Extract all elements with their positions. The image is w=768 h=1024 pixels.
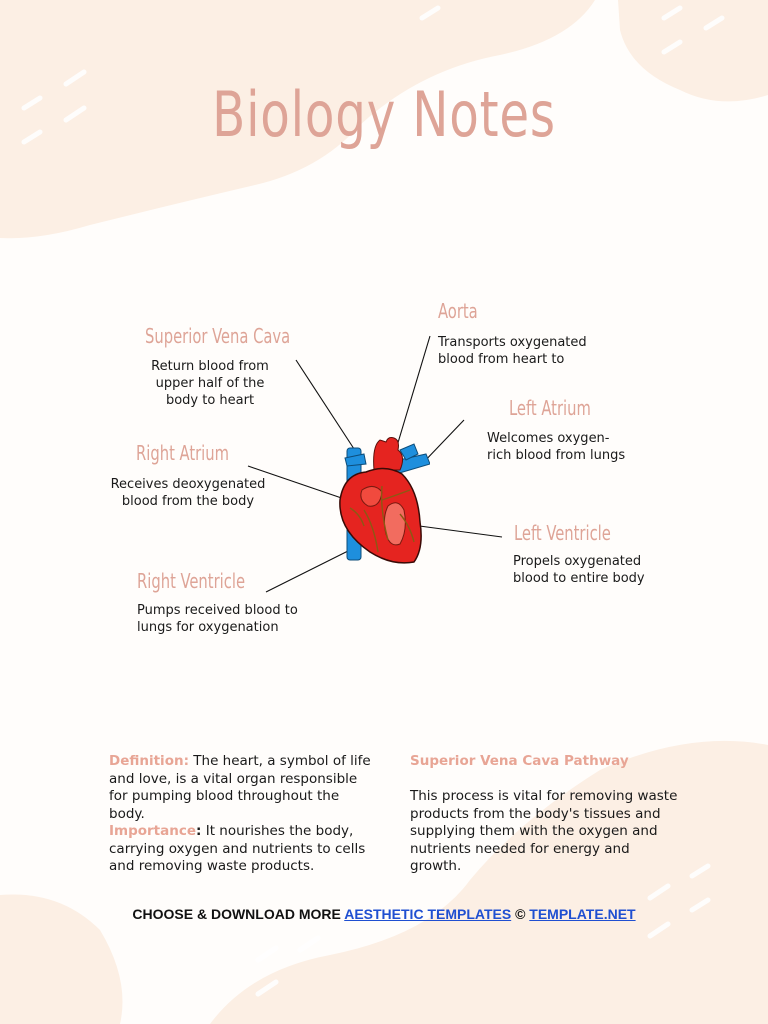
definition-text: The heart, a symbol of life and love, is a vital organ responsible for pumping blood throughout the body.	[109, 753, 371, 822]
aorta-description: Transports oxygenated blood from heart to	[438, 335, 587, 367]
right-atrium-description: Receives deoxygenated blood from the body	[110, 477, 266, 509]
pathway-text: This process is vital for removing waste products from the body's tissues and supplying them with the oxygen and nutrients needed for energy and growth.	[410, 788, 678, 874]
left-atrium-title: Left Atrium	[509, 396, 591, 420]
right-ventricle-title: Right Ventricle	[137, 569, 246, 593]
heart-illustration	[330, 430, 430, 570]
importance-paragraph	[109, 823, 371, 876]
footer-copyright: ©	[511, 906, 530, 922]
footer-banner	[0, 906, 768, 922]
svc-title: Superior Vena Cava	[145, 324, 291, 348]
right-ventricle-description: Pumps received blood to lungs for oxygenation	[137, 603, 298, 635]
aorta-title: Aorta	[438, 299, 478, 323]
importance-text: It nourishes the body, carrying oxygen and nutrients to cells and removing waste products.	[109, 823, 366, 874]
importance-label: Importance	[109, 823, 197, 839]
left-ventricle-description: Propels oxygenated blood to entire body	[513, 554, 645, 586]
left-atrium-description: Welcomes oxygen-rich blood from lungs	[487, 431, 626, 463]
definition-paragraph	[109, 753, 379, 823]
definition-label: Definition:	[109, 753, 189, 769]
importance-colon: :	[196, 823, 202, 839]
right-atrium-title: Right Atrium	[136, 441, 230, 465]
left-ventricle-title: Left Ventricle	[514, 521, 611, 545]
pathway-title: Superior Vena Cava Pathway	[410, 753, 629, 769]
template-net-link[interactable]: TEMPLATE.NET	[529, 906, 636, 922]
svc-description: Return blood from upper half of the body to heart	[151, 359, 269, 408]
aesthetic-templates-link[interactable]: AESTHETIC TEMPLATES	[344, 906, 512, 922]
footer-prefix: CHOOSE & DOWNLOAD MORE	[132, 906, 345, 922]
page-title: Biology Notes	[212, 78, 556, 151]
